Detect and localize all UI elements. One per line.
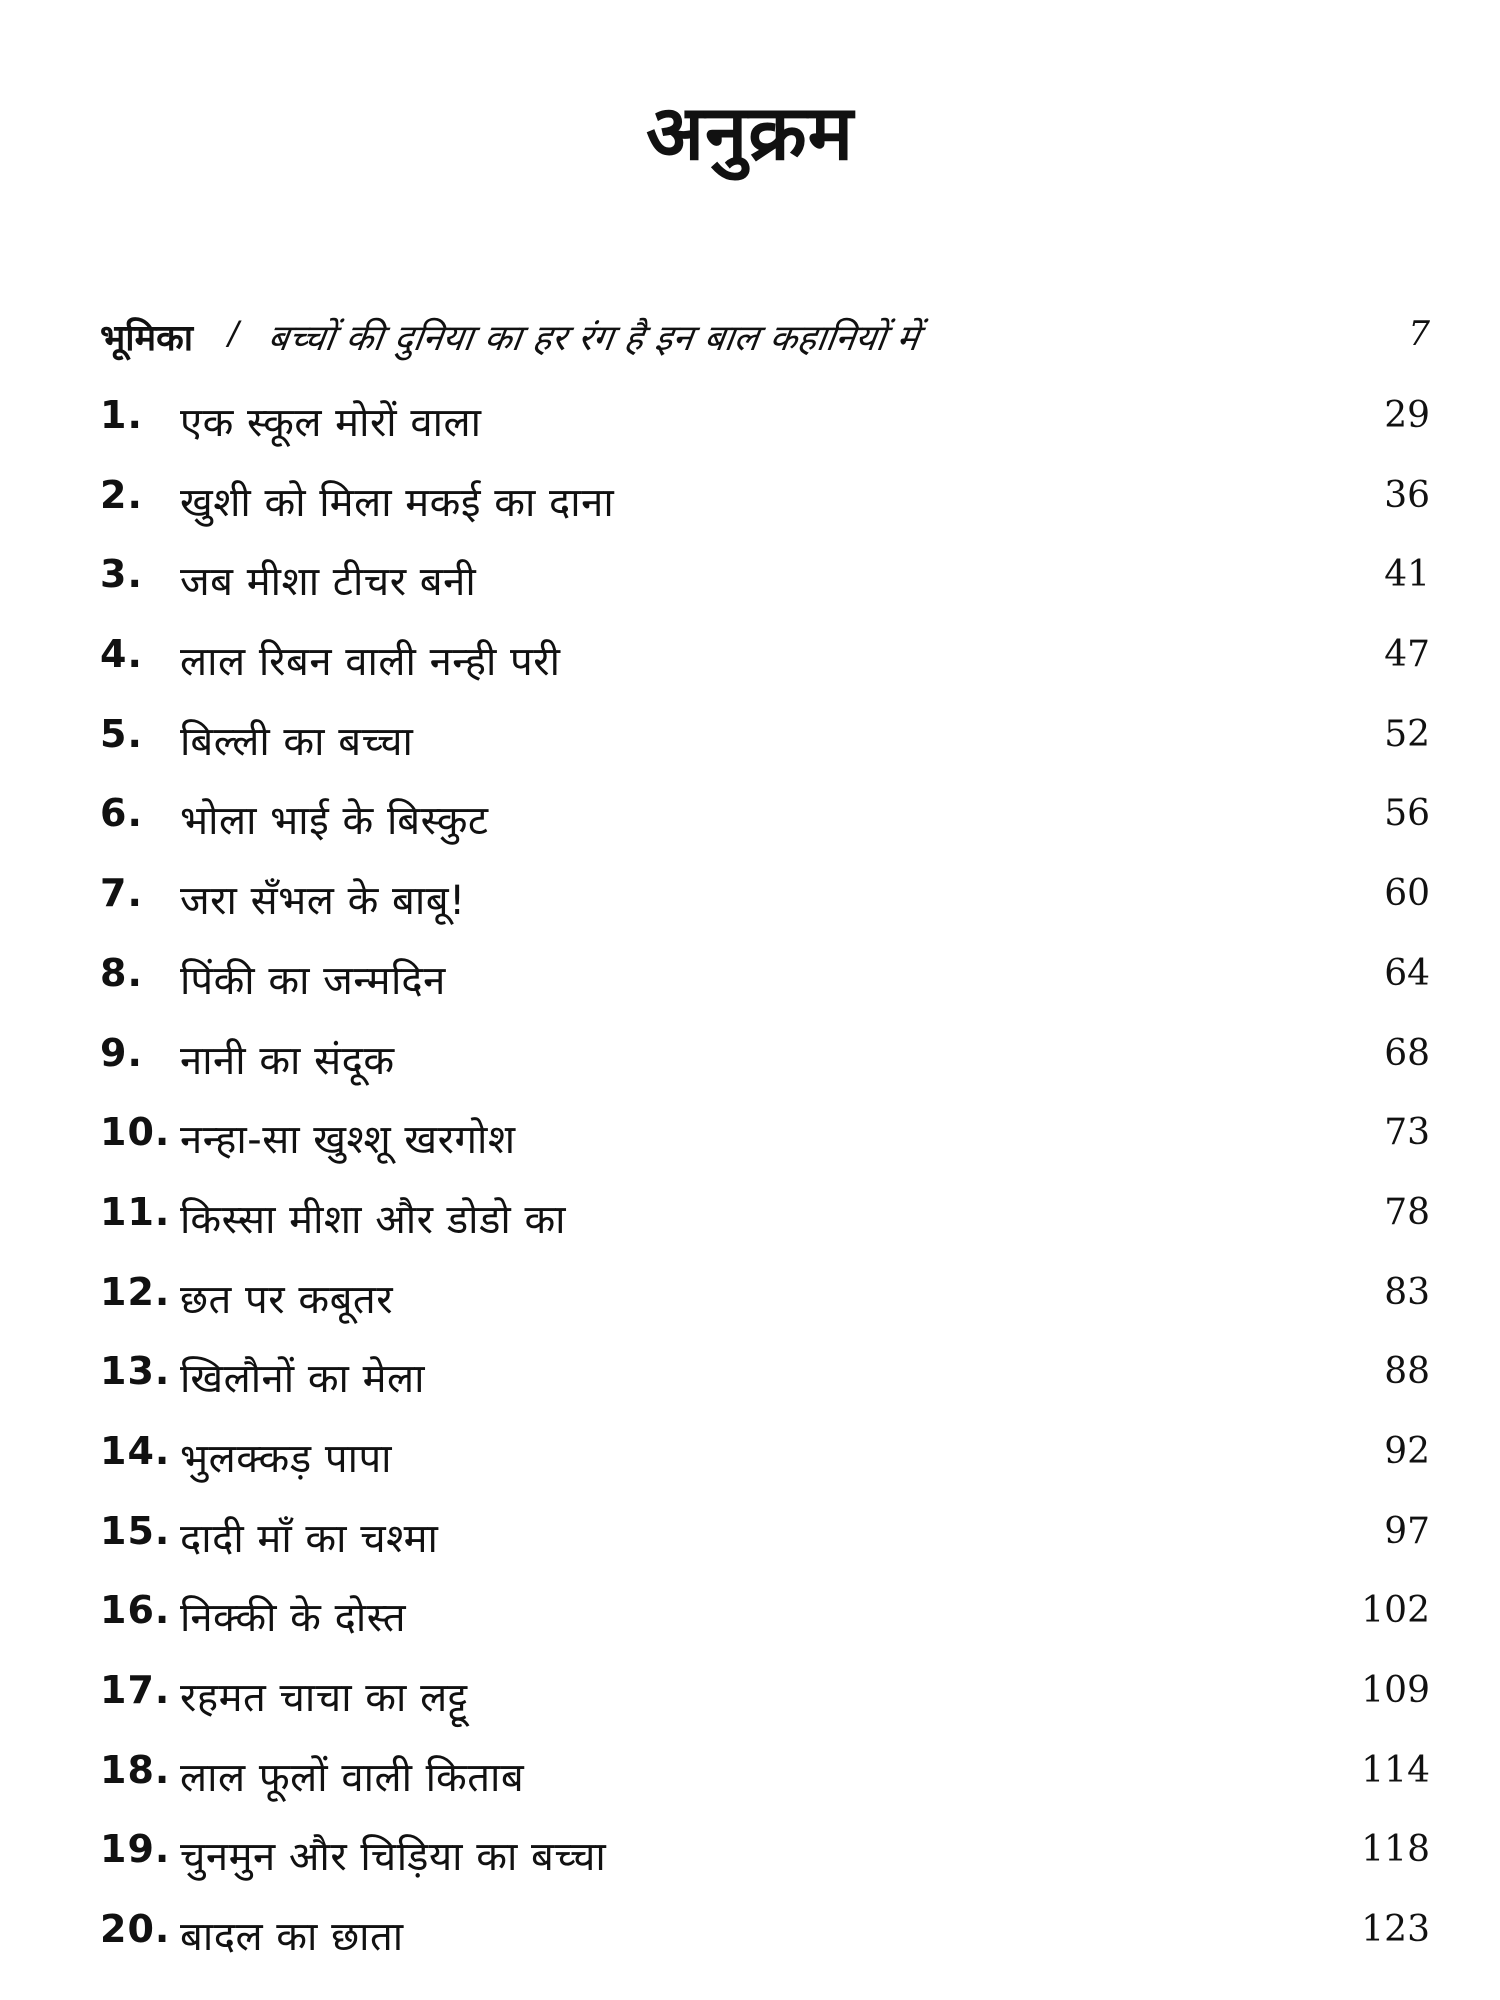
toc-entry bbox=[100, 1270, 1430, 1350]
entry-page-number: 114 bbox=[1361, 1749, 1430, 1791]
entry-page-number: 56 bbox=[1384, 793, 1430, 835]
entry-number: 17. bbox=[100, 1668, 171, 1712]
entry-title: लाल रिबन वाली नन्ही परी bbox=[180, 639, 561, 686]
toc-entry bbox=[100, 1668, 1430, 1748]
toc-entry bbox=[100, 1827, 1430, 1907]
toc-entry bbox=[100, 632, 1430, 712]
entry-number: 7. bbox=[100, 871, 143, 916]
entry-title: छत पर कबूतर bbox=[180, 1276, 394, 1323]
entry-number: 4. bbox=[100, 632, 143, 677]
toc-entry bbox=[100, 1190, 1430, 1270]
entry-title: जरा सँभल के बाबू! bbox=[180, 878, 466, 925]
entry-title: खुशी को मिला मकई का दाना bbox=[180, 479, 615, 526]
entry-title: एक स्कूल मोरों वाला bbox=[180, 400, 482, 446]
toc-entry bbox=[100, 1429, 1430, 1509]
entry-number: 14. bbox=[100, 1428, 171, 1473]
toc-entry bbox=[100, 1031, 1430, 1111]
entry-page-number: 83 bbox=[1384, 1271, 1430, 1313]
entry-page-number: 41 bbox=[1384, 554, 1430, 596]
entry-page-number: 88 bbox=[1384, 1351, 1430, 1393]
intro-separator: / bbox=[228, 314, 239, 352]
page-title: अनुक्रम bbox=[645, 88, 855, 177]
entry-number: 8. bbox=[100, 950, 143, 995]
entry-number: 11. bbox=[100, 1189, 171, 1234]
entry-number: 18. bbox=[100, 1747, 171, 1792]
entry-title: निक्की के दोस्त bbox=[180, 1595, 407, 1642]
toc-entry bbox=[100, 1349, 1430, 1429]
entry-number: 2. bbox=[100, 472, 143, 517]
entry-number: 5. bbox=[100, 711, 143, 756]
entry-number: 9. bbox=[100, 1030, 143, 1075]
entry-title: नन्हा-सा खुश्शू खरगोश bbox=[180, 1117, 516, 1164]
entry-title: किस्सा मीशा और डोडो का bbox=[180, 1196, 567, 1243]
entry-title: रहमत चाचा का लट्टू bbox=[180, 1675, 468, 1721]
entry-number: 12. bbox=[100, 1269, 171, 1314]
entry-page-number: 60 bbox=[1384, 873, 1430, 915]
entry-title: खिलौनों का मेला bbox=[180, 1356, 426, 1403]
toc-entry bbox=[100, 1509, 1430, 1589]
entry-title: पिंकी का जन्मदिन bbox=[180, 957, 446, 1004]
entry-page-number: 118 bbox=[1361, 1829, 1430, 1871]
toc-entry bbox=[100, 712, 1430, 792]
entry-number: 16. bbox=[100, 1588, 171, 1633]
entry-title: चुनमुन और चिड़िया का बच्चा bbox=[180, 1834, 607, 1881]
entry-number: 3. bbox=[100, 552, 143, 597]
entry-title: लाल फूलों वाली किताब bbox=[180, 1754, 525, 1801]
entry-title: भुलक्कड़ पापा bbox=[180, 1435, 393, 1482]
entry-page-number: 64 bbox=[1384, 952, 1430, 994]
entry-page-number: 52 bbox=[1384, 713, 1430, 755]
entry-page-number: 36 bbox=[1384, 474, 1430, 516]
entry-number: 20. bbox=[100, 1907, 171, 1952]
entry-number: 15. bbox=[100, 1508, 171, 1553]
entry-page-number: 109 bbox=[1361, 1670, 1430, 1711]
toc-entry bbox=[100, 393, 1430, 473]
entry-page-number: 92 bbox=[1384, 1430, 1430, 1472]
intro-label: भूमिका bbox=[100, 318, 194, 359]
entry-title: भोला भाई के बिस्कुट bbox=[180, 798, 489, 845]
entry-title: बादल का छाता bbox=[180, 1914, 404, 1961]
entry-number: 10. bbox=[100, 1110, 171, 1155]
toc-entry bbox=[100, 552, 1430, 632]
entry-title: जब मीशा टीचर बनी bbox=[180, 559, 477, 606]
toc-entry bbox=[100, 1748, 1430, 1828]
entry-number: 6. bbox=[100, 791, 143, 836]
toc-entry bbox=[100, 951, 1430, 1031]
toc-entry bbox=[100, 1907, 1430, 1987]
toc-entry bbox=[100, 871, 1430, 951]
entry-page-number: 102 bbox=[1361, 1590, 1430, 1632]
entry-page-number: 68 bbox=[1384, 1032, 1430, 1074]
entry-page-number: 97 bbox=[1384, 1510, 1430, 1552]
intro-page-number: 7 bbox=[1408, 314, 1430, 354]
entry-page-number: 29 bbox=[1384, 395, 1430, 436]
toc-entry bbox=[100, 473, 1430, 553]
toc-list bbox=[100, 393, 1430, 1987]
entry-title: बिल्ली का बच्चा bbox=[180, 718, 414, 765]
entry-page-number: 47 bbox=[1384, 634, 1430, 676]
toc-entry bbox=[100, 1588, 1430, 1668]
toc-entry bbox=[100, 791, 1430, 871]
entry-number: 1. bbox=[100, 393, 143, 437]
entry-page-number: 78 bbox=[1384, 1191, 1430, 1233]
entry-title: नानी का संदूक bbox=[180, 1037, 395, 1084]
intro-row bbox=[100, 312, 1430, 362]
entry-title: दादी माँ का चश्मा bbox=[180, 1515, 439, 1562]
entry-number: 13. bbox=[100, 1349, 171, 1394]
toc-entry bbox=[100, 1110, 1430, 1190]
entry-number: 19. bbox=[100, 1827, 171, 1872]
entry-page-number: 73 bbox=[1384, 1112, 1430, 1154]
intro-subtitle: बच्चों की दुनिया का हर रंग है इन बाल कहानियों में bbox=[265, 318, 922, 359]
entry-page-number: 123 bbox=[1361, 1909, 1430, 1951]
